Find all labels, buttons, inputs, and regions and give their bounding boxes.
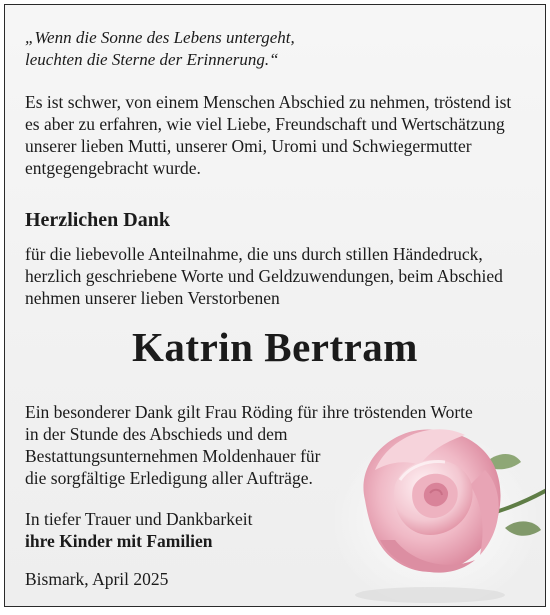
obituary-notice [4, 4, 546, 607]
special-thanks-line: Bestattungsunternehmen Moldenhauer für [25, 446, 321, 466]
special-thanks-line: Ein besonderer Dank gilt Frau Röding für ihre tröstenden Worte [25, 402, 473, 422]
thanks-line: nehmen unserer lieben Verstorbenen [25, 288, 280, 308]
special-thanks-paragraph [25, 401, 495, 489]
intro-paragraph [25, 91, 525, 179]
quote [25, 27, 525, 71]
intro-line: unserer lieben Mutti, unserer Omi, Uromi und Schwiegermutter [25, 136, 472, 156]
special-thanks-line: die sorgfältige Erledigung aller Aufträge. [25, 468, 313, 488]
signature: ihre Kinder mit Familien [25, 531, 213, 551]
place-date: Bismark, April 2025 [25, 569, 169, 589]
deceased-name: Katrin Bertram [132, 324, 418, 370]
thanks-line: für die liebevolle Anteilnahme, die uns durch stillen Händedruck, [25, 244, 483, 264]
thanks-line: herzlich geschriebene Worte und Geldzuwendungen, beim Abschied [25, 266, 503, 286]
intro-line: Es ist schwer, von einem Menschen Abschied zu nehmen, tröstend ist [25, 92, 512, 112]
intro-line: es aber zu erfahren, wie viel Liebe, Freundschaft und Wertschätzung [25, 114, 505, 134]
special-thanks-line: in der Stunde des Abschieds und dem [25, 424, 288, 444]
quote-line-1: „Wenn die Sonne des Lebens untergeht, [25, 28, 295, 47]
intro-line: entgegengebracht wurde. [25, 158, 201, 178]
quote-line-2: leuchten die Sterne der Erinnerung.“ [25, 50, 279, 69]
thanks-heading: Herzlichen Dank [25, 209, 170, 231]
closing-line: In tiefer Trauer und Dankbarkeit [25, 509, 253, 529]
thanks-paragraph [25, 243, 525, 309]
closing [25, 508, 525, 552]
